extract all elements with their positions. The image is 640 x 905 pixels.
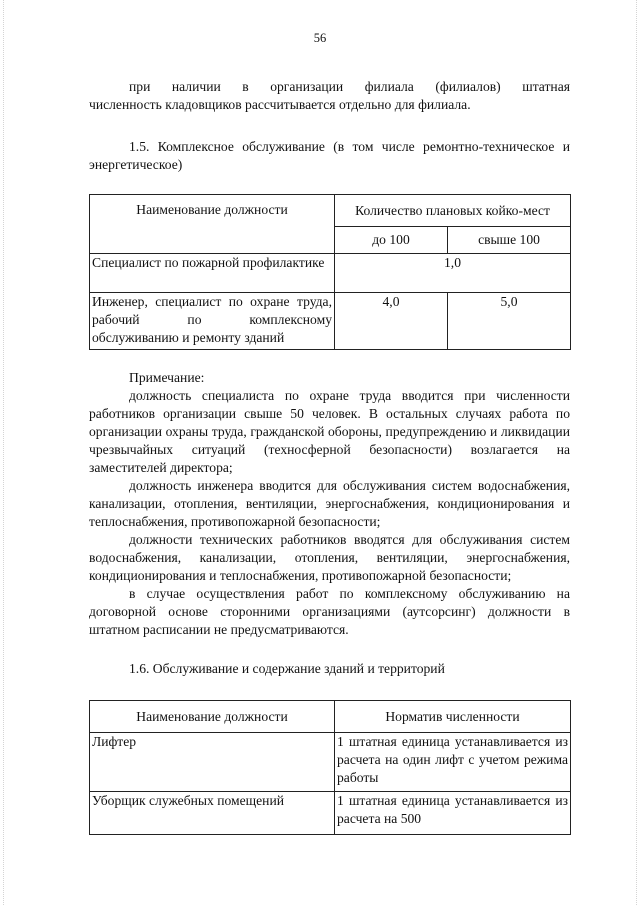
note-title: Примечание: — [129, 370, 205, 385]
table-1-6-row-2-name: Уборщик служебных помещений — [90, 792, 335, 835]
table-1-5-row-2-under-100: 4,0 — [335, 293, 448, 350]
table-1-5-subheader-under-100: до 100 — [335, 227, 448, 254]
table-row — [90, 293, 571, 350]
table-row — [90, 792, 571, 835]
table-1-6-row-1-norm: 1 штатная единица устанавливается из расчета на один лифт с учетом режима работы — [335, 733, 571, 792]
scan-edge-left — [3, 0, 4, 905]
intro-line-2: численность кладовщиков рассчитывается отдельно для филиала. — [89, 97, 471, 112]
table-1-5-row-2-over-100: 5,0 — [448, 293, 571, 350]
document-body — [89, 78, 570, 835]
table-1-6-header-norm: Норматив численности — [335, 701, 571, 733]
table-1-5-header-position: Наименование должности — [90, 195, 335, 254]
section-1-5-heading: 1.5. Комплексное обслуживание (в том числе ремонтно-техническое и энергетическое) — [89, 139, 570, 172]
table-1-6-row-2-norm: 1 штатная единица устанавливается из расчета на 500 — [335, 792, 571, 835]
table-1-5-subheader-over-100: свыше 100 — [448, 227, 571, 254]
table-1-5-row-1-name: Специалист по пожарной профилактике — [90, 254, 335, 293]
page-number: 56 — [313, 31, 327, 45]
note-paragraph-4: в случае осуществления работ по комплексному обслуживанию на договорной основе сторонними организациями (аутсорсинг) должности в штатном расписании не предусматриваются. — [89, 586, 570, 637]
table-1-5 — [89, 194, 571, 350]
note-paragraph-1: должность специалиста по охране труда вводится при численности работников организации свыше 50 человек. В остальных случаях работа по организации охраны труда, гражданской обороны, предупреждению и ликвидации чрезвычайных ситуаций (техносферной безопасности) возлагается на заместителей директора; — [89, 388, 570, 475]
intro-line-1: при наличии в организации филиала (филиалов) штатная — [129, 79, 570, 94]
table-row — [90, 733, 571, 792]
table-1-6 — [89, 700, 571, 835]
table-1-6-row-1-name: Лифтер — [90, 733, 335, 792]
table-1-6-header-position: Наименование должности — [90, 701, 335, 733]
scan-edge-right — [636, 0, 637, 905]
table-row — [90, 254, 571, 293]
note-paragraph-2: должность инженера вводится для обслуживания систем водоснабжения, канализации, отопления, вентиляции, энергоснабжения, кондиционирования и теплоснабжения, противопожарной безопасности; — [89, 478, 570, 529]
note-paragraph-3: должности технических работников вводятся для обслуживания систем водоснабжения, канализации, отопления, вентиляции, энергоснабжения, кондиционирования и теплоснабжения, противопожарной безопасности; — [89, 532, 570, 583]
table-1-5-header-beds: Количество плановых койко-мест — [335, 195, 571, 227]
table-1-5-row-1-value: 1,0 — [335, 254, 571, 293]
table-1-5-row-2-name: Инженер, специалист по охране труда, рабочий по комплексному обслуживанию и ремонту зданий — [90, 293, 335, 350]
section-1-6-heading: 1.6. Обслуживание и содержание зданий и территорий — [129, 661, 445, 676]
